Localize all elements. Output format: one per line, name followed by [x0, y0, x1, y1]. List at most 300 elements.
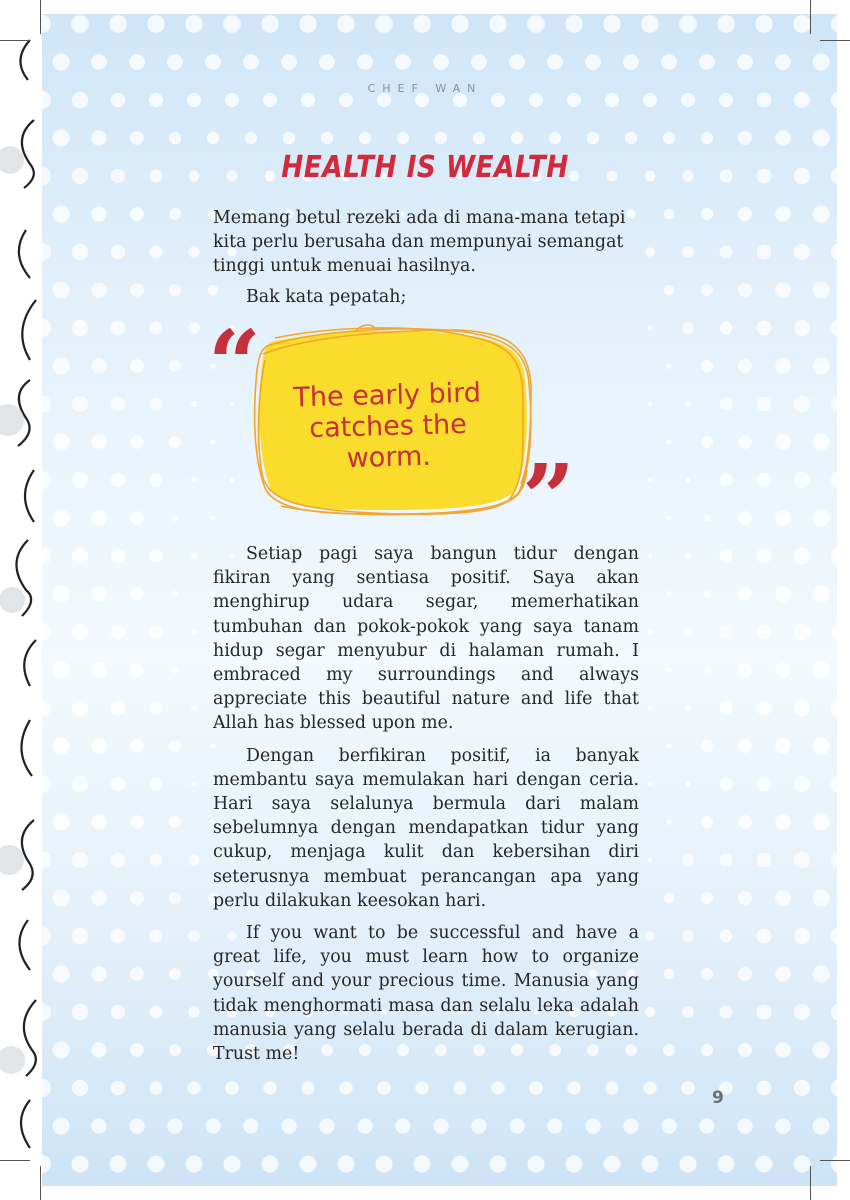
- background-dot: [812, 509, 829, 526]
- background-dot: [451, 15, 469, 33]
- background-dot: [719, 93, 733, 107]
- background-dot: [831, 623, 837, 641]
- background-dot: [191, 629, 197, 635]
- background-dot: [148, 1156, 165, 1173]
- background-dot: [812, 661, 829, 678]
- background-dot: [812, 205, 829, 222]
- background-dot: [701, 1044, 713, 1056]
- background-dot: [682, 930, 693, 941]
- background-dot: [91, 966, 106, 981]
- background-dot: [680, 1156, 697, 1173]
- background-dot: [720, 474, 733, 487]
- background-dot: [720, 702, 733, 715]
- background-dot: [666, 743, 672, 749]
- background-dot: [704, 667, 711, 674]
- intro-block: [213, 206, 639, 309]
- crop-mark: [40, 1166, 41, 1200]
- background-dot: [720, 930, 733, 943]
- background-dot: [377, 93, 391, 107]
- background-dot: [720, 398, 733, 411]
- background-dot: [775, 510, 791, 526]
- background-dot: [720, 322, 733, 335]
- background-dot: [737, 54, 753, 70]
- background-dot: [549, 132, 561, 144]
- background-dot: [91, 130, 106, 145]
- background-dot: [377, 1081, 391, 1095]
- background-dot: [491, 1081, 505, 1095]
- background-dot: [647, 553, 652, 558]
- background-dot: [666, 363, 672, 369]
- background-dot: [263, 1081, 277, 1095]
- background-dot: [794, 624, 810, 640]
- background-dot: [42, 927, 51, 945]
- background-dot: [757, 321, 772, 336]
- background-dot: [72, 852, 88, 868]
- background-dot: [794, 776, 810, 792]
- background-dot: [130, 815, 144, 829]
- background-dot: [666, 515, 672, 521]
- background-dot: [52, 737, 69, 754]
- background-dot: [831, 319, 837, 337]
- background-dot: [757, 397, 772, 412]
- crop-mark: [0, 40, 30, 41]
- background-dot: [149, 93, 163, 107]
- background-dot: [435, 132, 447, 144]
- background-dot: [647, 401, 652, 406]
- background-dot: [109, 15, 127, 33]
- background-dot: [42, 1155, 51, 1173]
- background-dot: [585, 54, 601, 70]
- background-dot: [452, 1156, 469, 1173]
- background-dot: [130, 207, 144, 221]
- background-dot: [357, 54, 373, 70]
- page-number: 9: [712, 1088, 724, 1108]
- background-dot: [147, 15, 165, 33]
- background-dot: [130, 435, 144, 449]
- background-dot: [111, 853, 126, 868]
- background-dot: [527, 15, 545, 33]
- background-dot: [42, 547, 51, 565]
- background-dot: [72, 928, 88, 944]
- body-text: [213, 542, 639, 1066]
- background-dot: [775, 1118, 791, 1134]
- background-dot: [685, 401, 691, 407]
- background-dot: [205, 1118, 220, 1133]
- background-dot: [775, 966, 791, 982]
- background-dot: [647, 325, 652, 330]
- background-dot: [623, 54, 639, 70]
- background-dot: [301, 1081, 315, 1095]
- background-dot: [794, 320, 810, 336]
- background-dot: [685, 477, 691, 483]
- background-dot: [395, 54, 411, 70]
- background-dot: [812, 1041, 829, 1058]
- page-title: HEALTH IS WEALTH: [281, 150, 569, 185]
- background-dot: [71, 15, 89, 33]
- background-dot: [794, 1004, 810, 1020]
- intro-paragraph: Memang betul rezeki ada di mana-mana tetapi kita perlu berusaha dan mempunyai semangat tinggi untuk menuai hasilnya.: [213, 208, 626, 277]
- background-dot: [704, 591, 711, 598]
- background-dot: [357, 1118, 372, 1133]
- background-dot: [738, 587, 752, 601]
- body-paragraph: If you want to be successful and have a great life, you must learn how to organize yourself and your precious time. Manusia yang tidak menghormati masa dan selalu leka adalah manusia yang selalu berada di dalam kerugian. Trust me!: [213, 923, 639, 1065]
- background-dot: [72, 624, 88, 640]
- background-dot: [375, 15, 393, 33]
- background-dot: [52, 965, 69, 982]
- background-dot: [91, 814, 106, 829]
- background-dot: [831, 851, 837, 869]
- background-dot: [167, 1118, 182, 1133]
- background-dot: [52, 357, 69, 374]
- background-dot: [738, 207, 752, 221]
- background-dot: [191, 553, 197, 559]
- background-dot: [245, 132, 257, 144]
- background-dot: [812, 585, 829, 602]
- background-dot: [91, 586, 106, 601]
- background-dot: [191, 477, 197, 483]
- background-dot: [281, 54, 297, 70]
- quote-open-mark: “: [208, 310, 261, 418]
- background-dot: [701, 968, 713, 980]
- background-dot: [130, 359, 144, 373]
- background-dot: [223, 15, 241, 33]
- background-dot: [376, 1156, 393, 1173]
- body-paragraph: Setiap pagi saya bangun tidur dengan fikiran yang sentiasa positif. Saya akan menghirup udara segar, memerhatikan tumbuhan dan pokok-pokok yang saya tanam hidup segar menyubur di halaman rumah. I embraced my surroundings and always appreciate this beautiful nature and life that Allah has blessed upon me.: [213, 544, 639, 734]
- background-dot: [52, 1117, 69, 1134]
- background-dot: [831, 1155, 837, 1173]
- background-dot: [793, 15, 811, 33]
- background-dot: [72, 548, 88, 564]
- background-dot: [643, 93, 657, 107]
- background-dot: [755, 15, 773, 33]
- background-dot: [509, 1118, 524, 1133]
- background-dot: [489, 15, 507, 33]
- background-dot: [699, 54, 715, 70]
- background-dot: [666, 591, 672, 597]
- background-dot: [187, 93, 201, 107]
- background-dot: [224, 1156, 241, 1173]
- background-dot: [225, 93, 239, 107]
- background-dot: [42, 15, 51, 33]
- background-dot: [72, 1156, 89, 1173]
- background-dot: [72, 1004, 88, 1020]
- background-dot: [831, 15, 837, 33]
- background-dot: [738, 891, 752, 905]
- background-dot: [91, 738, 106, 753]
- background-dot: [169, 436, 181, 448]
- background-dot: [150, 930, 163, 943]
- background-dot: [42, 1079, 51, 1097]
- background-dot: [738, 131, 752, 145]
- background-dot: [111, 625, 126, 640]
- background-dot: [300, 1156, 317, 1173]
- background-dot: [720, 854, 733, 867]
- background-dot: [91, 510, 106, 525]
- background-dot: [91, 890, 106, 905]
- background-dot: [623, 1118, 638, 1133]
- background-dot: [682, 854, 693, 865]
- background-dot: [321, 132, 333, 144]
- background-dot: [738, 1043, 752, 1057]
- background-dot: [718, 1156, 735, 1173]
- background-dot: [661, 1118, 676, 1133]
- background-dot: [243, 54, 259, 70]
- background-dot: [91, 1118, 106, 1133]
- background-dot: [42, 699, 51, 717]
- background-dot: [433, 54, 449, 70]
- background-dot: [72, 244, 88, 260]
- background-dot: [647, 705, 652, 710]
- background-dot: [72, 320, 88, 336]
- background-dot: [395, 1118, 410, 1133]
- background-dot: [701, 892, 713, 904]
- background-dot: [681, 1081, 695, 1095]
- background-dot: [587, 132, 599, 144]
- background-dot: [110, 1156, 127, 1173]
- background-dot: [52, 205, 69, 222]
- background-dot: [757, 1005, 772, 1020]
- body-paragraph: Dengan berfikiran positif, ia banyak membantu saya memulakan hari dengan ceria. Hari saya selalunya bermula dari malam sebelumnya dengan mendapatkan tidur yang cukup, menjaga kulit dan kebersihan diri seterusnya membuat perancangan apa yang perlu dilakukan keesokan hari.: [213, 745, 639, 911]
- background-dot: [149, 1081, 163, 1095]
- background-dot: [52, 1041, 69, 1058]
- background-dot: [529, 1081, 543, 1095]
- background-dot: [641, 15, 659, 33]
- background-dot: [52, 53, 69, 70]
- background-dot: [757, 549, 772, 564]
- background-dot: [42, 319, 51, 337]
- background-dot: [191, 401, 197, 407]
- background-dot: [111, 1081, 126, 1096]
- background-dot: [685, 629, 691, 635]
- background-dot: [647, 781, 652, 786]
- background-dot: [647, 629, 652, 634]
- background-dot: [666, 819, 672, 825]
- background-dot: [111, 397, 126, 412]
- background-dot: [775, 54, 791, 70]
- background-dot: [685, 781, 691, 787]
- background-dot: [150, 854, 163, 867]
- background-dot: [111, 321, 126, 336]
- crop-mark: [810, 1166, 811, 1200]
- background-dot: [567, 1081, 581, 1095]
- background-dot: [263, 93, 277, 107]
- background-dot: [701, 436, 713, 448]
- background-dot: [794, 548, 810, 564]
- background-dot: [130, 587, 144, 601]
- background-dot: [831, 243, 837, 261]
- background-dot: [150, 474, 163, 487]
- background-dot: [664, 893, 675, 904]
- background-dot: [414, 1156, 431, 1173]
- background-dot: [547, 54, 563, 70]
- background-dot: [42, 471, 51, 489]
- background-dot: [191, 781, 197, 787]
- background-dot: [604, 1156, 621, 1173]
- proverb-intro: Bak kata pepatah;: [246, 286, 407, 307]
- background-dot: [775, 814, 791, 830]
- background-dot: [567, 93, 581, 107]
- background-dot: [185, 15, 203, 33]
- background-dot: [111, 701, 126, 716]
- background-dot: [130, 1043, 144, 1057]
- background-dot: [91, 1042, 106, 1057]
- background-dot: [738, 967, 752, 981]
- background-dot: [812, 53, 829, 70]
- background-dot: [359, 132, 371, 144]
- background-dot: [111, 473, 126, 488]
- background-dot: [72, 776, 88, 792]
- background-dot: [319, 54, 335, 70]
- background-dot: [831, 167, 837, 185]
- background-dot: [169, 892, 181, 904]
- background-dot: [812, 737, 829, 754]
- background-dot: [205, 54, 221, 70]
- background-dot: [243, 1118, 258, 1133]
- background-dot: [717, 15, 735, 33]
- background-dot: [682, 246, 693, 257]
- background-dot: [645, 247, 655, 257]
- background-dot: [757, 1081, 772, 1096]
- background-dot: [664, 969, 675, 980]
- background-dot: [509, 54, 525, 70]
- background-dot: [812, 129, 829, 146]
- background-dot: [397, 132, 409, 144]
- background-dot: [301, 93, 315, 107]
- background-dot: [150, 550, 163, 563]
- quote-text: The early bird catches the worm.: [293, 377, 482, 475]
- background-dot: [831, 699, 837, 717]
- background-dot: [794, 852, 810, 868]
- background-dot: [130, 739, 144, 753]
- background-dot: [111, 777, 126, 792]
- background-dot: [720, 550, 733, 563]
- crop-mark: [820, 40, 850, 41]
- background-dot: [831, 1079, 837, 1097]
- background-dot: [111, 929, 126, 944]
- crop-mark: [40, 0, 41, 34]
- background-dot: [701, 360, 713, 372]
- background-dot: [130, 967, 144, 981]
- background-dot: [737, 1118, 752, 1133]
- background-dot: [471, 54, 487, 70]
- background-dot: [150, 246, 163, 259]
- background-dot: [281, 1118, 296, 1133]
- background-dot: [42, 1003, 51, 1021]
- background-dot: [831, 471, 837, 489]
- background-dot: [339, 93, 353, 107]
- background-dot: [645, 1007, 655, 1017]
- background-dot: [685, 705, 691, 711]
- background-dot: [72, 396, 88, 412]
- background-dot: [643, 1081, 657, 1095]
- background-dot: [756, 1156, 773, 1173]
- background-dot: [685, 553, 691, 559]
- background-dot: [42, 243, 51, 261]
- background-dot: [319, 1118, 334, 1133]
- background-dot: [757, 853, 772, 868]
- background-dot: [701, 284, 713, 296]
- background-dot: [130, 891, 144, 905]
- background-dot: [91, 434, 106, 449]
- background-dot: [565, 15, 583, 33]
- background-dot: [794, 700, 810, 716]
- background-dot: [738, 283, 752, 297]
- background-dot: [681, 93, 695, 107]
- background-dot: [150, 626, 163, 639]
- background-dot: [111, 1005, 126, 1020]
- background-dot: [129, 1118, 144, 1133]
- background-dot: [682, 322, 693, 333]
- background-dot: [42, 851, 51, 869]
- background-dot: [191, 705, 197, 711]
- background-dot: [52, 129, 69, 146]
- background-dot: [738, 815, 752, 829]
- background-dot: [812, 281, 829, 298]
- background-dot: [775, 206, 791, 222]
- background-dot: [167, 54, 183, 70]
- background-dot: [91, 282, 106, 297]
- background-dot: [812, 357, 829, 374]
- background-dot: [42, 395, 51, 413]
- background-dot: [775, 738, 791, 754]
- background-dot: [52, 889, 69, 906]
- background-dot: [72, 472, 88, 488]
- background-dot: [794, 928, 810, 944]
- background-dot: [757, 625, 772, 640]
- background-dot: [605, 93, 619, 107]
- background-dot: [52, 661, 69, 678]
- background-dot: [794, 1080, 810, 1096]
- background-dot: [188, 854, 199, 865]
- background-dot: [831, 927, 837, 945]
- background-dot: [547, 1118, 562, 1133]
- background-dot: [701, 132, 713, 144]
- background-dot: [757, 701, 772, 716]
- background-dot: [188, 1006, 199, 1017]
- background-dot: [91, 206, 106, 221]
- background-dot: [775, 1042, 791, 1058]
- background-dot: [701, 740, 713, 752]
- background-dot: [720, 246, 733, 259]
- background-dot: [453, 1081, 467, 1095]
- background-dot: [337, 15, 355, 33]
- background-dot: [812, 433, 829, 450]
- background-dot: [42, 623, 51, 641]
- background-dot: [566, 1156, 583, 1173]
- background-dot: [91, 358, 106, 373]
- background-dot: [169, 1044, 181, 1056]
- background-dot: [339, 1081, 353, 1095]
- background-dot: [757, 245, 772, 260]
- background-dot: [186, 1156, 203, 1173]
- swirl-pattern-icon: [0, 0, 42, 1200]
- background-dot: [664, 285, 675, 296]
- background-dot: [720, 626, 733, 639]
- background-dot: [738, 663, 752, 677]
- background-dot: [172, 667, 179, 674]
- background-dot: [491, 93, 505, 107]
- background-dot: [720, 1006, 733, 1019]
- background-dot: [150, 322, 163, 335]
- background-dot: [775, 282, 791, 298]
- running-head: CHEF WAN: [367, 82, 483, 95]
- background-dot: [605, 1081, 619, 1095]
- background-dot: [812, 813, 829, 830]
- crop-mark: [820, 1160, 850, 1161]
- background-dot: [299, 15, 317, 33]
- background-dot: [150, 1006, 163, 1019]
- background-dot: [701, 208, 713, 220]
